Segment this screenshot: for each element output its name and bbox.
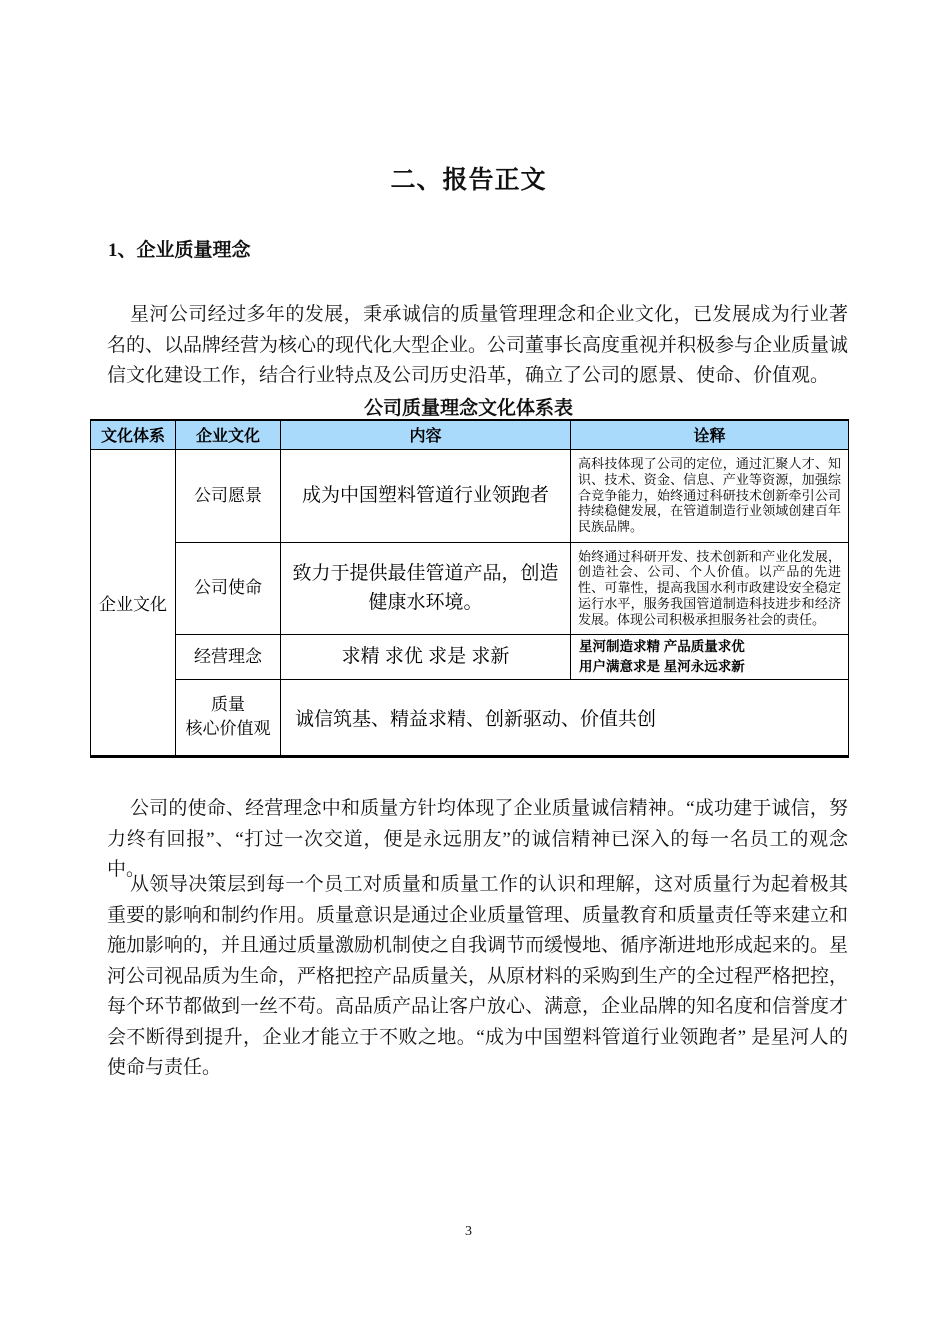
header-culture-system: 文化体系 [91,420,176,449]
core-values-label-line1: 质量 [211,695,245,714]
vision-label: 公司愿景 [176,449,281,542]
document-title: 二、报告正文 [390,166,547,194]
header-content: 内容 [281,420,571,449]
core-values-label-line2: 核心价值观 [185,719,271,738]
philosophy-content: 求精 求优 求是 求新 [281,634,571,679]
table-header-row [91,420,849,449]
paragraph-integrity: 公司的使命、经营理念中和质量方针均体现了企业质量诚信精神。“成功建于诚信，努力终有回报”、“打过一次交道，便是永远朋友”的诚信精神已深入的每一名员工的观念中。 [107,798,848,880]
paragraph-quality-awareness: 从领导决策层到每一个员工对质量和质量工作的认识和理解，这对质量行为起着极其重要的影响和制约作用。质量意识是通过企业质量管理、质量教育和质量责任等来建立和施加影响的，并且通过质量激励机制使之自我调节而缓慢地、循序渐进地形成起来的。星河公司视品质为生命，严格把控产品质量关，从原材料的采购到生产的全过程严格把控，每个环节都做到一丝不苟。高品质产品让客户放心、满意，企业品牌的知名度和信誉度才会不断得到提升，企业才能立于不败之地。“成为中国塑料管道行业领跑者” 是星河人的使命与责任。 [107,874,849,1078]
header-enterprise-culture: 企业文化 [176,420,281,449]
culture-system-table [90,419,849,758]
page-number: 3 [465,1224,472,1239]
core-values-label [176,679,281,756]
mission-label: 公司使命 [176,542,281,634]
mission-note: 始终通过科研开发、技术创新和产业化发展，创造社会、公司、个人价值。以产品的先进性、可靠性，提高我国水利市政建设安全稳定运行水平，服务我国管道制造科技进步和经济发展。体现公司积极承担服务社会的责任。 [571,542,849,634]
core-values-content: 诚信筑基、精益求精、创新驱动、价值共创 [281,679,849,756]
merged-cell-enterprise-culture: 企业文化 [91,449,176,756]
vision-note: 高科技体现了公司的定位，通过汇聚人才、知识、技术、资金、信息、产业等资源，加强综合竞争能力，始终通过科研技术创新牵引公司持续稳健发展，在管道制造行业领域创建百年民族品牌。 [571,449,849,542]
section-heading: 1、企业质量理念 [108,240,251,261]
header-interpretation: 诠释 [571,420,849,449]
paragraph-intro: 星河公司经过多年的发展，秉承诚信的质量管理理念和企业文化，已发展成为行业著名的、以品牌经营为核心的现代化大型企业。公司董事长高度重视并积极参与企业质量诚信文化建设工作，结合行业特点及公司历史沿革，确立了公司的愿景、使命、价值观。 [107,304,849,386]
philosophy-note [571,634,849,679]
table-row-vision [91,449,849,542]
vision-content: 成为中国塑料管道行业领跑者 [281,449,571,542]
table-caption: 公司质量理念文化体系表 [363,398,573,419]
philosophy-label: 经营理念 [176,634,281,679]
philosophy-note-line2: 用户满意求是 星河永远求新 [579,658,745,674]
table-row-philosophy [91,634,849,679]
table-row-mission [91,542,849,634]
table-row-core-values [91,679,849,756]
mission-content: 致力于提供最佳管道产品，创造健康水环境。 [281,542,571,634]
philosophy-note-line1: 星河制造求精 产品质量求优 [579,638,745,654]
